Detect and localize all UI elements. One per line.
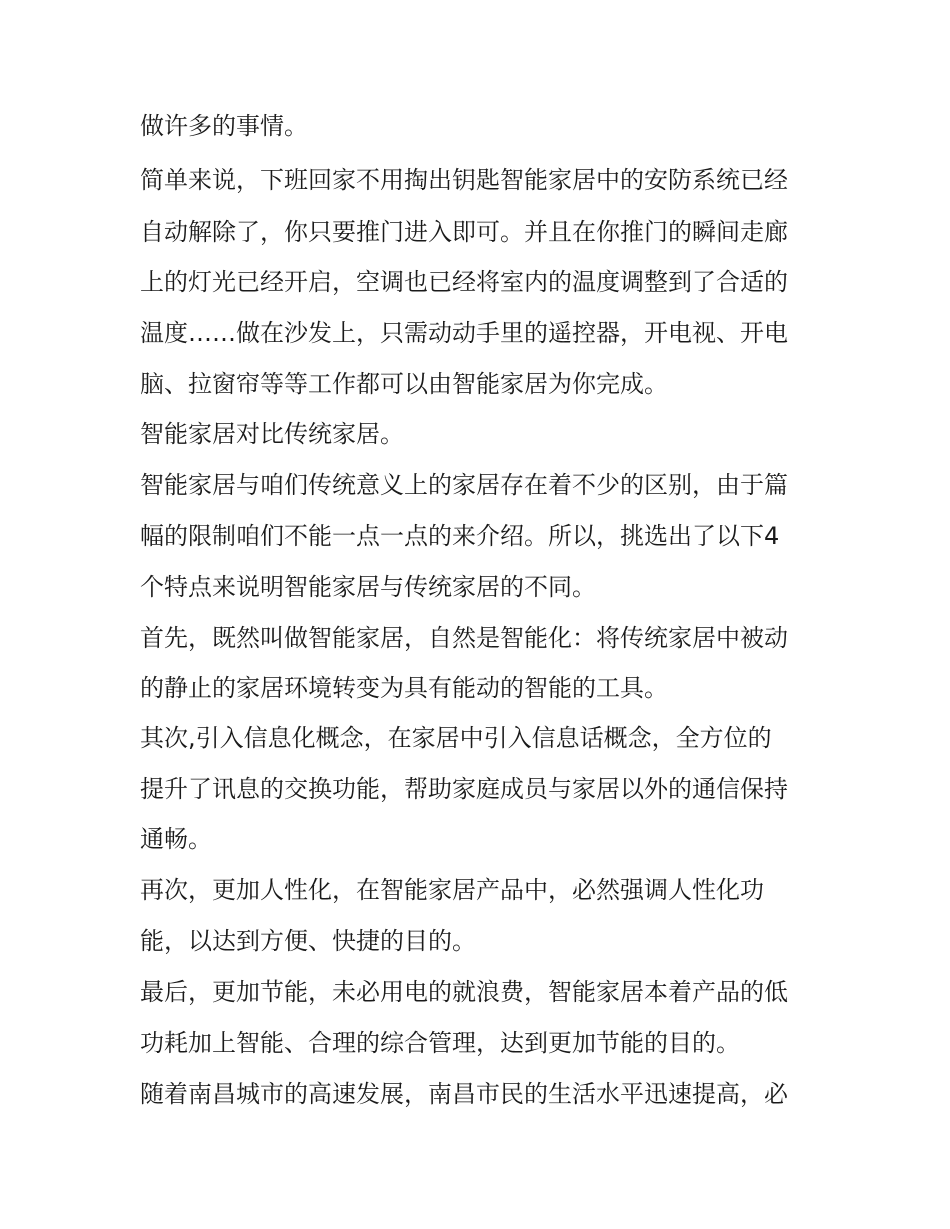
- text-line-9: 幅的限制咱们不能一点一点的来介绍。所以，挑选出了以下4: [140, 522, 780, 550]
- text-line-17: 能，以达到方便、快捷的目的。: [140, 927, 476, 955]
- text-line-20: 随着南昌城市的高速发展，南昌市民的生活水平迅速提高，必: [140, 1080, 788, 1108]
- text-line-8: 智能家居与咱们传统意义上的家居存在着不少的区别，由于篇: [140, 471, 788, 499]
- text-line-11: 首先，既然叫做智能家居，自然是智能化：将传统家居中被动: [140, 624, 788, 652]
- text-line-14: 提升了讯息的交换功能，帮助家庭成员与家居以外的通信保持: [140, 775, 788, 803]
- text-line-3: 自动解除了，你只要推门进入即可。并且在你推门的瞬间走廊: [140, 218, 788, 246]
- text-line-12: 的静止的家居环境转变为具有能动的智能的工具。: [140, 674, 668, 702]
- text-line-4: 上的灯光已经开启，空调也已经将室内的温度调整到了合适的: [140, 268, 788, 296]
- text-line-1: 做许多的事情。: [140, 112, 308, 140]
- text-line-13: 其次,引入信息化概念，在家居中引入信息话概念，全方位的: [140, 724, 772, 752]
- text-line-2: 简单来说，下班回家不用掏出钥匙智能家居中的安防系统已经: [140, 166, 788, 194]
- text-line-19: 功耗加上智能、合理的综合管理，达到更加节能的目的。: [140, 1029, 740, 1057]
- text-line-10: 个特点来说明智能家居与传统家居的不同。: [140, 573, 596, 601]
- text-line-6: 脑、拉窗帘等等工作都可以由智能家居为你完成。: [140, 370, 668, 398]
- text-line-7: 智能家居对比传统家居。: [140, 420, 404, 448]
- text-line-18: 最后，更加节能，未必用电的就浪费，智能家居本着产品的低: [140, 978, 788, 1006]
- text-line-15: 通畅。: [140, 825, 212, 853]
- text-line-16: 再次，更加人性化，在智能家居产品中，必然强调人性化功: [140, 876, 764, 904]
- text-line-5: 温度……做在沙发上，只需动动手里的遥控器，开电视、开电: [140, 319, 788, 347]
